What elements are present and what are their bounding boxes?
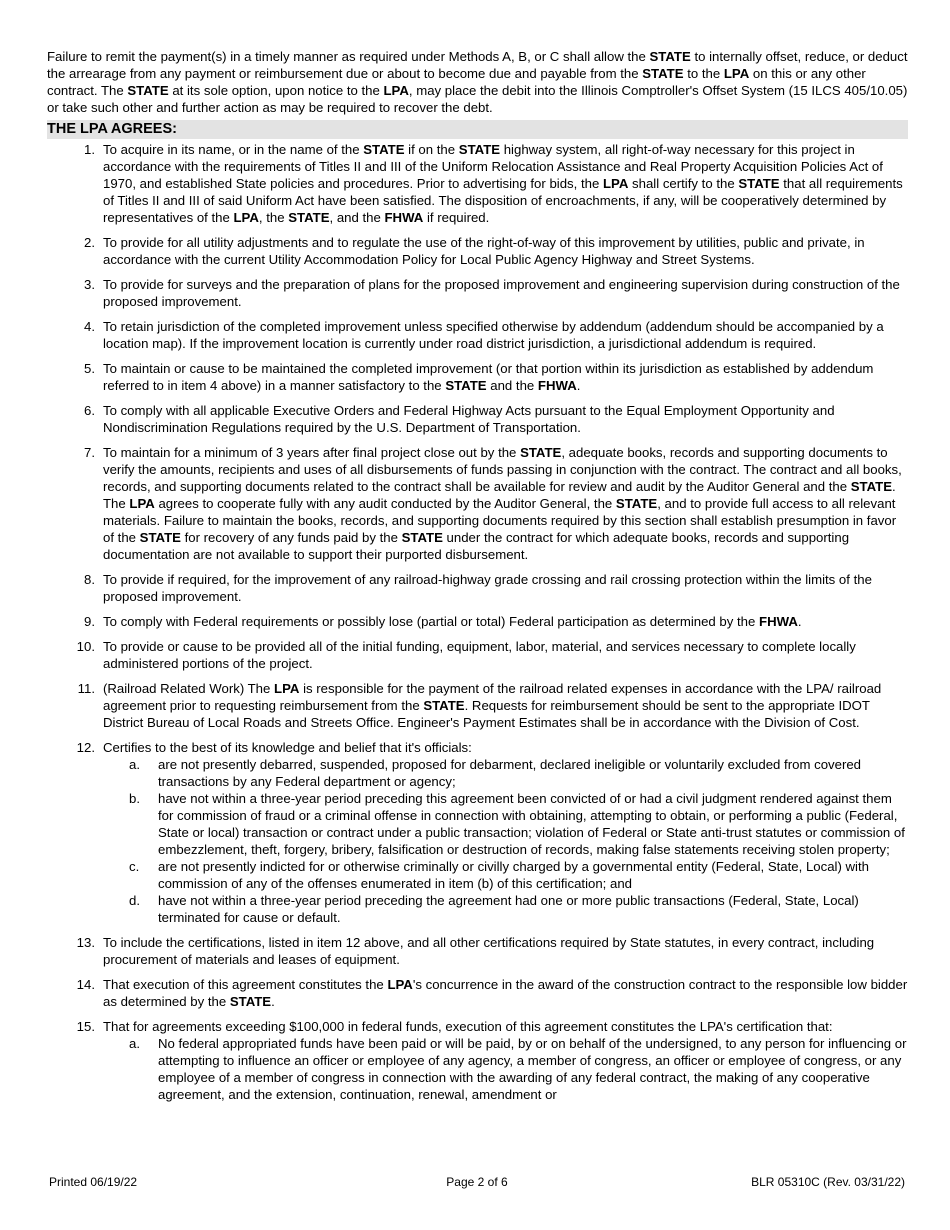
page-number: Page 2 of 6 [446,1175,508,1189]
item-text: (Railroad Related Work) The LPA is responsible for the payment of the railroad related expenses in accordance with the LPA/ railroad agreement prior to requesting reimbursement from the STATE. Requests for reimbursement should be sent to the appropriate IDOT District Bureau of Local Roads and Streets Office. Engineer's Payment Estimates shall be in accordance with the Division of Cost. [103,681,882,730]
item-number: 12. [76,740,95,755]
page-footer [49,1174,905,1190]
list-item [47,571,908,605]
item-text: To acquire in its name, or in the name of the STATE if on the STATE highway system, all right-of-way necessary for this project in accordance with the requirements of Titles II and III of the Uniform Relocation Assistance and Real Property Acquisition Policies Act of 1970, and established State policies and procedures. Prior to advertising for bids, the LPA shall certify to the STATE that all requirements of Titles II and III of said Uniform Act have been satisfied. The disposition of encroachments, if any, will be cooperatively determined by representatives of the LPA, the STATE, and the FHWA if required. [103,142,903,225]
item-number: 3. [84,277,95,292]
list-item [47,976,908,1010]
list-item [47,234,908,268]
list-item [47,318,908,352]
sub-item [47,1035,908,1103]
item-text: That for agreements exceeding $100,000 in federal funds, execution of this agreement constitutes the LPA's certification that: [103,1019,833,1034]
item-number: 14. [76,977,95,992]
form-number: BLR 05310C (Rev. 03/31/22) [751,1175,905,1189]
sub-item-text: are not presently indicted for or otherwise criminally or civilly charged by a governmental entity (Federal, State, Local) with commission of any of the offenses enumerated in item (b) of this certification; and [158,859,869,891]
item-text: To maintain for a minimum of 3 years after final project close out by the STATE, adequate books, records and supporting documents to verify the amounts, recipients and uses of all disbursements of funds passing in conjunction with the contract. The contract and all books, records, and supporting documents related to the contract shall be available for review and audit by the Auditor General and the STATE. The LPA agrees to cooperate fully with any audit conducted by the Auditor General, the STATE, and to provide full access to all relevant materials. Failure to maintain the books, records, and supporting documents required by this section shall establish presumption in favor of the STATE for recovery of any funds paid by the STATE under the contract for which adequate books, records and supporting documentation are not available to support their purported disbursement. [103,445,902,562]
item-text: To comply with Federal requirements or possibly lose (partial or total) Federal participation as determined by the FHWA. [103,614,802,629]
list-item [47,444,908,563]
item-text: To comply with all applicable Executive Orders and Federal Highway Acts pursuant to the Equal Employment Opportunity and Nondiscrimination Regulations required by the U.S. Department of Transportation. [103,403,835,435]
list-item [47,680,908,731]
item-text: To maintain or cause to be maintained the completed improvement (or that portion within its jurisdiction as established by addendum referred to in item 4 above) in a manner satisfactory to the STATE and the FHWA. [103,361,874,393]
list-item [47,141,908,226]
sub-item [47,756,908,790]
item-number: 11. [77,681,95,696]
item-number: 15. [76,1019,95,1034]
section-heading: THE LPA AGREES: [47,120,908,139]
list-item [47,613,908,630]
sub-item-text: No federal appropriated funds have been paid or will be paid, by or on behalf of the undersigned, to any person for influencing or attempting to influence an officer or employee of any agency, a member of congress, an officer or employee of congress, or any employee of a member of congress in connection with the awarding of any federal contract, the making of any cooperative agreement, and the extension, continuation, renewal, amendment or [158,1036,907,1102]
item-number: 1. [84,142,95,157]
sub-item-letter: a. [129,1036,140,1051]
list-item [47,276,908,310]
item-number: 13. [76,935,95,950]
list-item [47,402,908,436]
sub-item-letter: a. [129,757,140,772]
item-text: To provide for surveys and the preparation of plans for the proposed improvement and engineering supervision during construction of the proposed improvement. [103,277,900,309]
sub-item-letter: b. [129,791,140,806]
sub-item [47,858,908,892]
item-text: To provide for all utility adjustments and to regulate the use of the right-of-way of this improvement by utilities, public and private, in accordance with the current Utility Accommodation Policy for Local Public Agency Highway and Street Systems. [103,235,865,267]
agreement-list [47,141,908,1103]
item-text: To include the certifications, listed in item 12 above, and all other certifications required by State statutes, in every contract, including procurement of materials and leases of equipment. [103,935,875,967]
item-number: 8. [84,572,95,587]
item-text: That execution of this agreement constitutes the LPA's concurrence in the award of the construction contract to the responsible low bidder as determined by the STATE. [103,977,908,1009]
item-number: 5. [84,361,95,376]
list-item [47,1018,908,1103]
list-item [47,934,908,968]
sub-item [47,790,908,858]
item-number: 10. [76,639,95,654]
item-number: 7. [84,445,95,460]
item-number: 4. [84,319,95,334]
sub-item-letter: d. [129,893,140,908]
item-number: 9. [84,614,95,629]
list-item [47,638,908,672]
item-text: To provide if required, for the improvement of any railroad-highway grade crossing and rail crossing protection within the limits of the proposed improvement. [103,572,872,604]
item-text: Certifies to the best of its knowledge and belief that it's officials: [103,740,472,755]
item-text: To provide or cause to be provided all of the initial funding, equipment, labor, material, and services necessary to complete locally administered portions of the project. [103,639,856,671]
sub-item-letter: c. [129,859,140,874]
item-text: To retain jurisdiction of the completed improvement unless specified otherwise by addendum (addendum should be accompanied by a location map). If the improvement location is currently under road district jurisdiction, a jurisdictional addendum is required. [103,319,884,351]
sub-item-text: have not within a three-year period preceding this agreement been convicted of or had a civil judgment rendered against them for commission of fraud or a criminal offense in connection with obtaining, attempting to obtain, or performing a public (Federal, State or local) transaction or contract under a public transaction; violation of Federal or State anti-trust statutes or commission of embezzlement, theft, forgery, bribery, falsification or destruction of records, making false statements receiving stolen property; [158,791,905,857]
item-number: 2. [84,235,95,250]
sub-item-text: have not within a three-year period preceding the agreement had one or more public transactions (Federal, State, Local) terminated for cause or default. [158,893,859,925]
printed-date: Printed 06/19/22 [49,1175,138,1189]
document-page [47,48,908,1111]
list-item [47,739,908,926]
list-item [47,360,908,394]
sub-item [47,892,908,926]
sub-item-text: are not presently debarred, suspended, proposed for debarment, declared ineligible or voluntarily excluded from covered transactions by any Federal department or agency; [158,757,862,789]
intro-paragraph: Failure to remit the payment(s) in a timely manner as required under Methods A, B, or C shall allow the STATE to internally offset, reduce, or deduct the arrearage from any payment or reimbursement due or about to become due and payable from the STATE to the LPA on this or any other contract. The STATE at its sole option, upon notice to the LPA, may place the debit into the Illinois Comptroller's Offset System (15 ILCS 405/10.05) or take such other and further action as may be required to recover the debt. [47,49,908,115]
item-number: 6. [84,403,95,418]
